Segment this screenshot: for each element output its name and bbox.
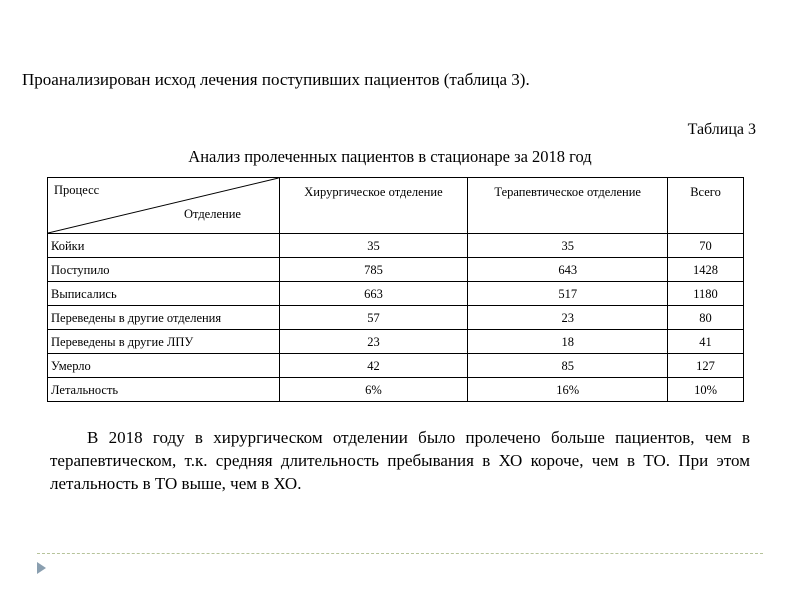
table-cell: 6%	[279, 378, 468, 402]
table-cell: 57	[279, 306, 468, 330]
row-label: Выписались	[48, 282, 280, 306]
table-header-row	[48, 178, 744, 234]
row-label: Летальность	[48, 378, 280, 402]
conclusion-text: В 2018 году в хирургическом отделении было пролечено больше пациентов, чем в терапевтическом, т.к. средняя длительность пребывания в ХО короче, чем в ТО. При этом летальность в ТО выше, чем в ХО.	[50, 428, 750, 493]
row-label: Переведены в другие ЛПУ	[48, 330, 280, 354]
table-cell: 517	[468, 282, 668, 306]
table-cell: 85	[468, 354, 668, 378]
table-cell: 1180	[668, 282, 744, 306]
table-row	[48, 354, 744, 378]
table-cell: 41	[668, 330, 744, 354]
table-cell: 35	[468, 234, 668, 258]
table-cell: 643	[468, 258, 668, 282]
row-label: Переведены в другие отделения	[48, 306, 280, 330]
table-cell: 18	[468, 330, 668, 354]
table-cell: 16%	[468, 378, 668, 402]
row-label: Умерло	[48, 354, 280, 378]
table-row	[48, 234, 744, 258]
table-cell: 785	[279, 258, 468, 282]
conclusion-paragraph	[50, 426, 750, 495]
table-row	[48, 330, 744, 354]
table-cell: 10%	[668, 378, 744, 402]
slide-separator	[37, 553, 763, 554]
table-row	[48, 378, 744, 402]
table-cell: 1428	[668, 258, 744, 282]
row-label: Поступило	[48, 258, 280, 282]
table-title: Анализ пролеченных пациентов в стационаре за 2018 год	[188, 147, 592, 166]
table-cell: 35	[279, 234, 468, 258]
table-cell: 23	[468, 306, 668, 330]
corner-label-department: Отделение	[184, 207, 241, 221]
table-cell: 42	[279, 354, 468, 378]
table-cell: 70	[668, 234, 744, 258]
table-cell: 663	[279, 282, 468, 306]
column-header: Хирургическое отделение	[279, 178, 468, 234]
table-row	[48, 282, 744, 306]
table-row	[48, 306, 744, 330]
patients-table	[47, 177, 744, 402]
play-arrow-icon[interactable]	[37, 562, 46, 574]
corner-label-process: Процесс	[54, 183, 100, 197]
table-row	[48, 258, 744, 282]
table-cell: 127	[668, 354, 744, 378]
table-cell: 23	[279, 330, 468, 354]
corner-header-cell	[48, 178, 280, 234]
intro-text: Проанализирован исход лечения поступивших пациентов (таблица 3).	[22, 70, 530, 89]
table-number: Таблица 3	[687, 121, 756, 138]
column-header: Всего	[668, 178, 744, 234]
table-cell: 80	[668, 306, 744, 330]
column-header: Терапевтическое отделение	[468, 178, 668, 234]
row-label: Койки	[48, 234, 280, 258]
